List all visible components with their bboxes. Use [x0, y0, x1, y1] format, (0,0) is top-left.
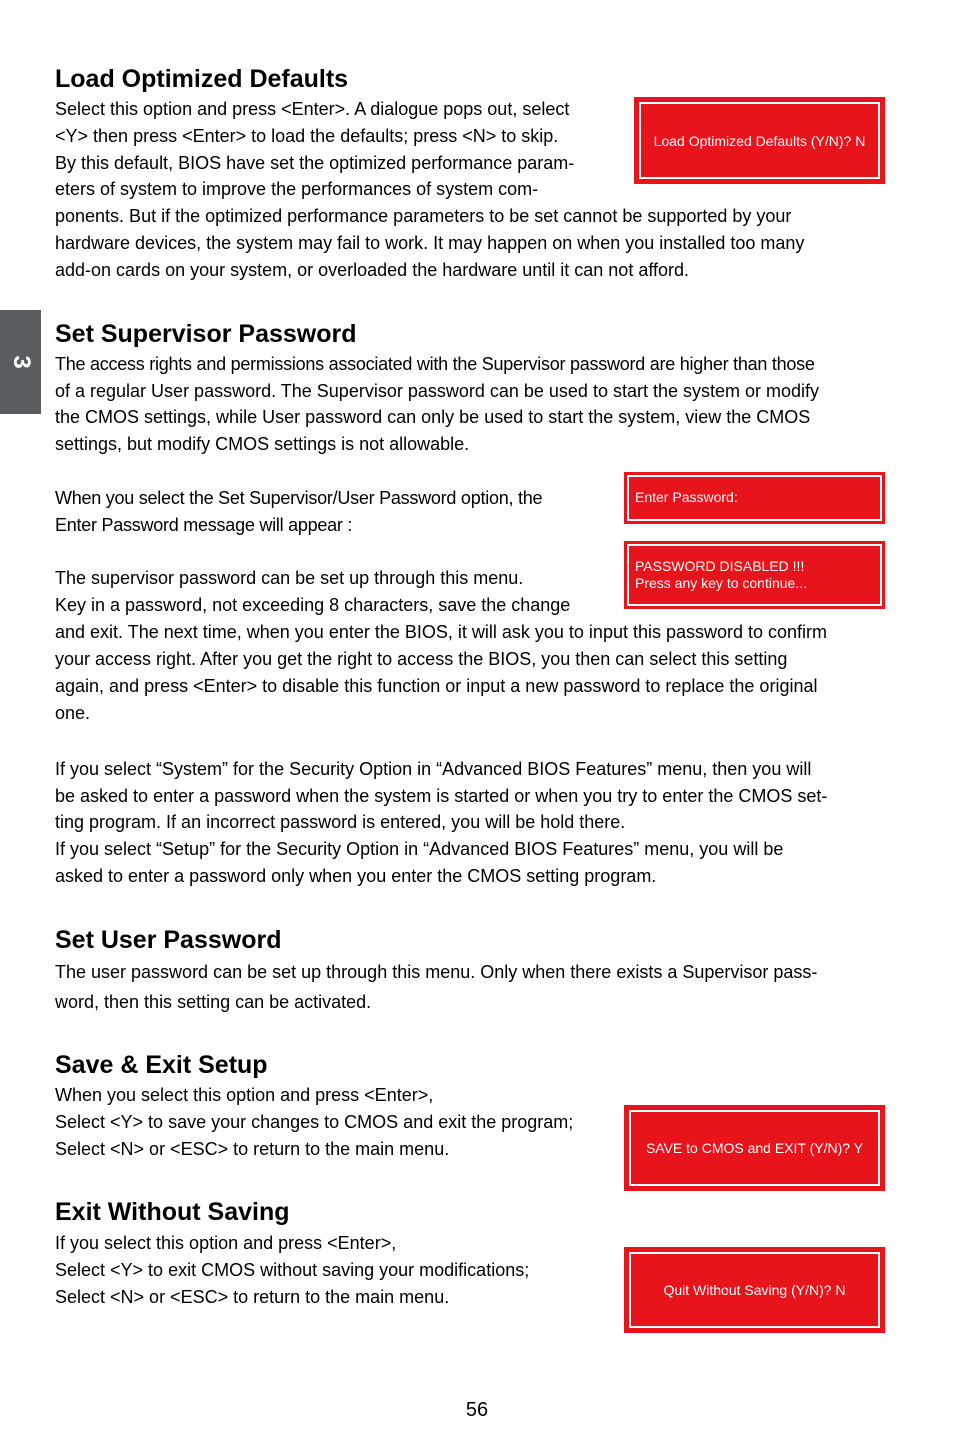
dialog-text: Load Optimized Defaults (Y/N)? N [653, 132, 866, 149]
paragraph-line: <Y> then press <Enter> to load the defaults; press <N> to skip. [55, 126, 559, 146]
section-title-exit-without-saving: Exit Without Saving [55, 1198, 290, 1226]
section-title-set-supervisor-password: Set Supervisor Password [55, 320, 357, 348]
section-title-set-user-password: Set User Password [55, 926, 282, 954]
paragraph-line: word, then this setting can be activated. [55, 992, 372, 1012]
paragraph-line: Select <N> or <ESC> to return to the main menu. [55, 1287, 450, 1307]
paragraph-line: Select <Y> to save your changes to CMOS and exit the program; [55, 1112, 574, 1132]
paragraph-line: hardware devices, the system may fail to work. It may happen on when you installed too many [55, 233, 805, 253]
paragraph-line: If you select “Setup” for the Security Option in “Advanced BIOS Features” menu, you will be [55, 839, 784, 859]
paragraph-line: By this default, BIOS have set the optimized performance param- [55, 153, 575, 173]
paragraph-line: If you select this option and press <Enter>, [55, 1233, 397, 1253]
dialog-quit-without-saving [624, 1247, 885, 1333]
paragraph-line: The supervisor password can be set up through this menu. [55, 568, 524, 588]
paragraph-line: add-on cards on your system, or overloaded the hardware until it can not afford. [55, 260, 690, 280]
paragraph-line: ting program. If an incorrect password is entered, you will be hold there. [55, 812, 626, 832]
paragraph-line: The user password can be set up through this menu. Only when there exists a Supervisor pass- [55, 962, 818, 982]
paragraph-line: Enter Password message will appear : [55, 515, 353, 535]
paragraph-line: When you select the Set Supervisor/User Password option, the [55, 488, 543, 508]
paragraph-line: of a regular User password. The Supervisor password can be used to start the system or modify [55, 381, 820, 401]
paragraph-line: settings, but modify CMOS settings is not allowable. [55, 434, 470, 454]
paragraph-line: The access rights and permissions associated with the Supervisor password are higher than those [55, 354, 815, 374]
dialog-text: SAVE to CMOS and EXIT (Y/N)? Y [645, 1140, 864, 1156]
section-title-load-optimized-defaults: Load Optimized Defaults [55, 65, 349, 93]
paragraph-line: eters of system to improve the performances of system com- [55, 179, 539, 199]
dialog-text-line1: PASSWORD DISABLED !!! [635, 558, 805, 574]
paragraph-line: the CMOS settings, while User password can only be used to start the system, view the CMOS [55, 407, 811, 427]
paragraph-line: again, and press <Enter> to disable this function or input a new password to replace the original [55, 676, 818, 696]
paragraph-line: Select <N> or <ESC> to return to the main menu. [55, 1139, 450, 1159]
chapter-tab [0, 310, 41, 414]
paragraph-line: When you select this option and press <Enter>, [55, 1085, 434, 1105]
dialog-load-optimized-defaults [634, 97, 885, 184]
dialog-password-disabled [624, 541, 885, 609]
paragraph-line: If you select “System” for the Security Option in “Advanced BIOS Features” menu, then you will [55, 759, 812, 779]
paragraph-line: and exit. The next time, when you enter the BIOS, it will ask you to input this password to confirm [55, 622, 828, 642]
dialog-text: Enter Password: [635, 489, 738, 505]
paragraph-line: be asked to enter a password when the system is started or when you try to enter the CMOS set- [55, 786, 828, 806]
paragraph-line: your access right. After you get the right to access the BIOS, you then can select this setting [55, 649, 788, 669]
dialog-enter-password [624, 472, 885, 524]
paragraph-line: ponents. But if the optimized performance parameters to be set cannot be supported by your [55, 206, 792, 226]
dialog-save-exit [624, 1105, 885, 1191]
dialog-text: Quit Without Saving (Y/N)? N [663, 1282, 846, 1298]
paragraph-line: one. [55, 703, 91, 723]
paragraph-line: Key in a password, not exceeding 8 characters, save the change [55, 595, 571, 615]
paragraph-line: Select this option and press <Enter>. A dialogue pops out, select [55, 99, 570, 119]
dialog-text-line2: Press any key to continue... [635, 575, 807, 591]
chapter-number: 3 [7, 355, 35, 369]
section-title-save-exit-setup: Save & Exit Setup [55, 1051, 268, 1079]
page-number: 56 [465, 1399, 489, 1421]
paragraph-line: asked to enter a password only when you enter the CMOS setting program. [55, 866, 657, 886]
paragraph-line: Select <Y> to exit CMOS without saving your modifications; [55, 1260, 530, 1280]
